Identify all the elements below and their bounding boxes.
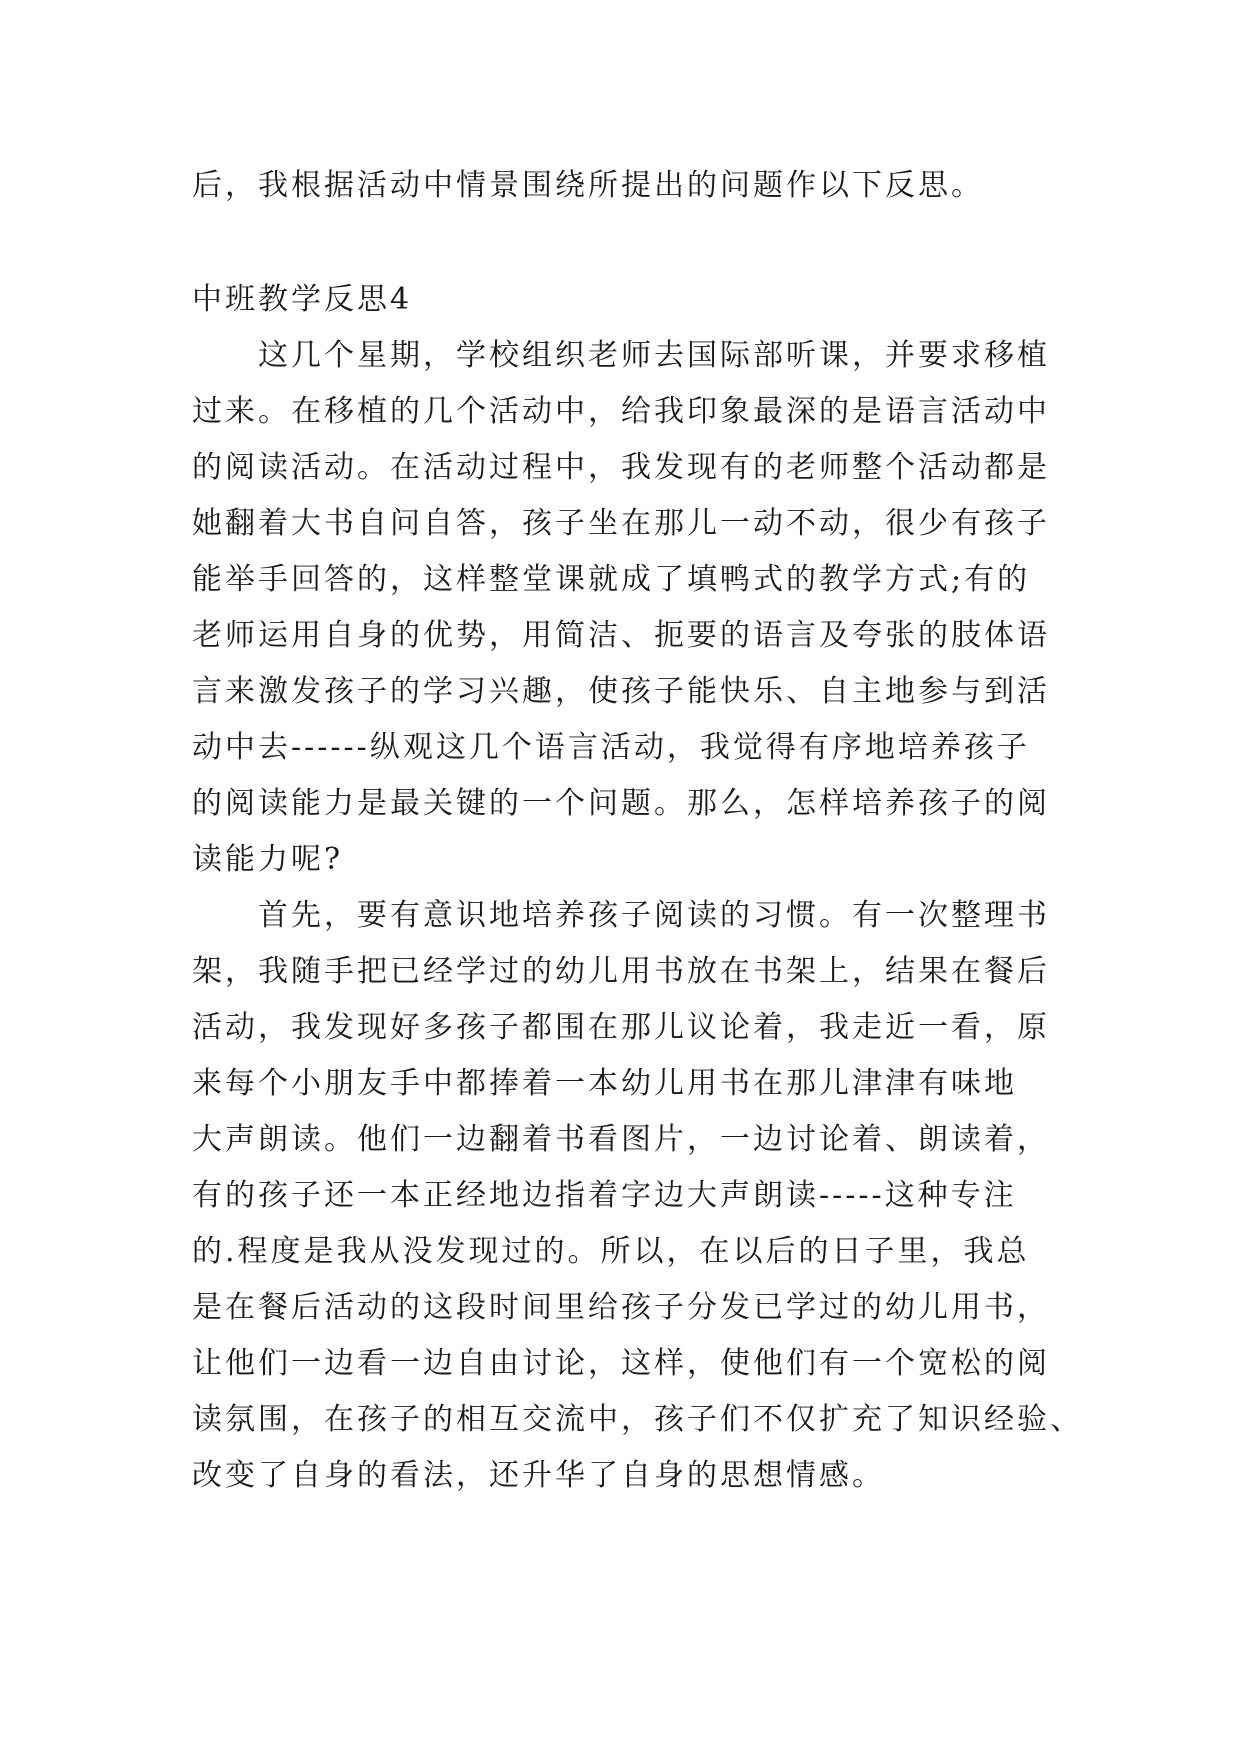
paragraph-line: 动中去------纵观这几个语言活动，我觉得有序地培养孩子: [192, 730, 1030, 765]
paragraph-line: 读能力呢?: [192, 842, 344, 877]
paragraph-1: [192, 328, 1054, 888]
paragraph-line: 言来激发孩子的学习兴趣，使孩子能快乐、自主地参与到活: [192, 674, 1050, 709]
intro-line: 后，我根据活动中情景围绕所提出的问题作以下反思。: [192, 168, 984, 203]
paragraph-line: 改变了自身的看法，还升华了自身的思想情感。: [192, 1458, 885, 1493]
paragraph-line: 这几个星期，学校组织老师去国际部听课，并要求移植: [258, 338, 1050, 373]
paragraph-line: 过来。在移植的几个活动中，给我印象最深的是语言活动中: [192, 394, 1050, 429]
paragraph-line: 大声朗读。他们一边翻着书看图片，一边讨论着、朗读着，: [192, 1122, 1050, 1157]
paragraph-line: 的阅读能力是最关键的一个问题。那么，怎样培养孩子的阅: [192, 786, 1050, 821]
paragraph-line: 活动，我发现好多孩子都围在那儿议论着，我走近一看，原: [192, 1010, 1050, 1045]
paragraph-line: 架，我随手把已经学过的幼儿用书放在书架上，结果在餐后: [192, 954, 1050, 989]
section-heading: 中班教学反思4: [192, 282, 413, 317]
paragraph-line: 让他们一边看一边自由讨论，这样，使他们有一个宽松的阅: [192, 1346, 1050, 1381]
paragraph-line: 读氛围，在孩子的相互交流中，孩子们不仅扩充了知识经验、: [192, 1402, 1083, 1437]
paragraph-line: 是在餐后活动的这段时间里给孩子分发已学过的幼儿用书，: [192, 1290, 1050, 1325]
paragraph-line: 有的孩子还一本正经地边指着字边大声朗读-----这种专注: [192, 1178, 1017, 1213]
paragraph-line: 首先，要有意识地培养孩子阅读的习惯。有一次整理书: [258, 898, 1050, 933]
paragraph-line: 能举手回答的，这样整堂课就成了填鸭式的教学方式;有的: [192, 562, 1031, 597]
paragraph-line: 的阅读活动。在活动过程中，我发现有的老师整个活动都是: [192, 450, 1050, 485]
paragraph-line: 她翻着大书自问自答，孩子坐在那儿一动不动，很少有孩子: [192, 506, 1050, 541]
paragraph-line: 的.程度是我从没发现过的。所以，在以后的日子里，我总: [192, 1234, 1030, 1269]
paragraph-line: 来每个小朋友手中都捧着一本幼儿用书在那儿津津有味地: [192, 1066, 1017, 1101]
paragraph-line: 老师运用自身的优势，用简洁、扼要的语言及夸张的肢体语: [192, 618, 1050, 653]
paragraph-2: [192, 888, 1083, 1504]
document-body: [192, 158, 1083, 1504]
